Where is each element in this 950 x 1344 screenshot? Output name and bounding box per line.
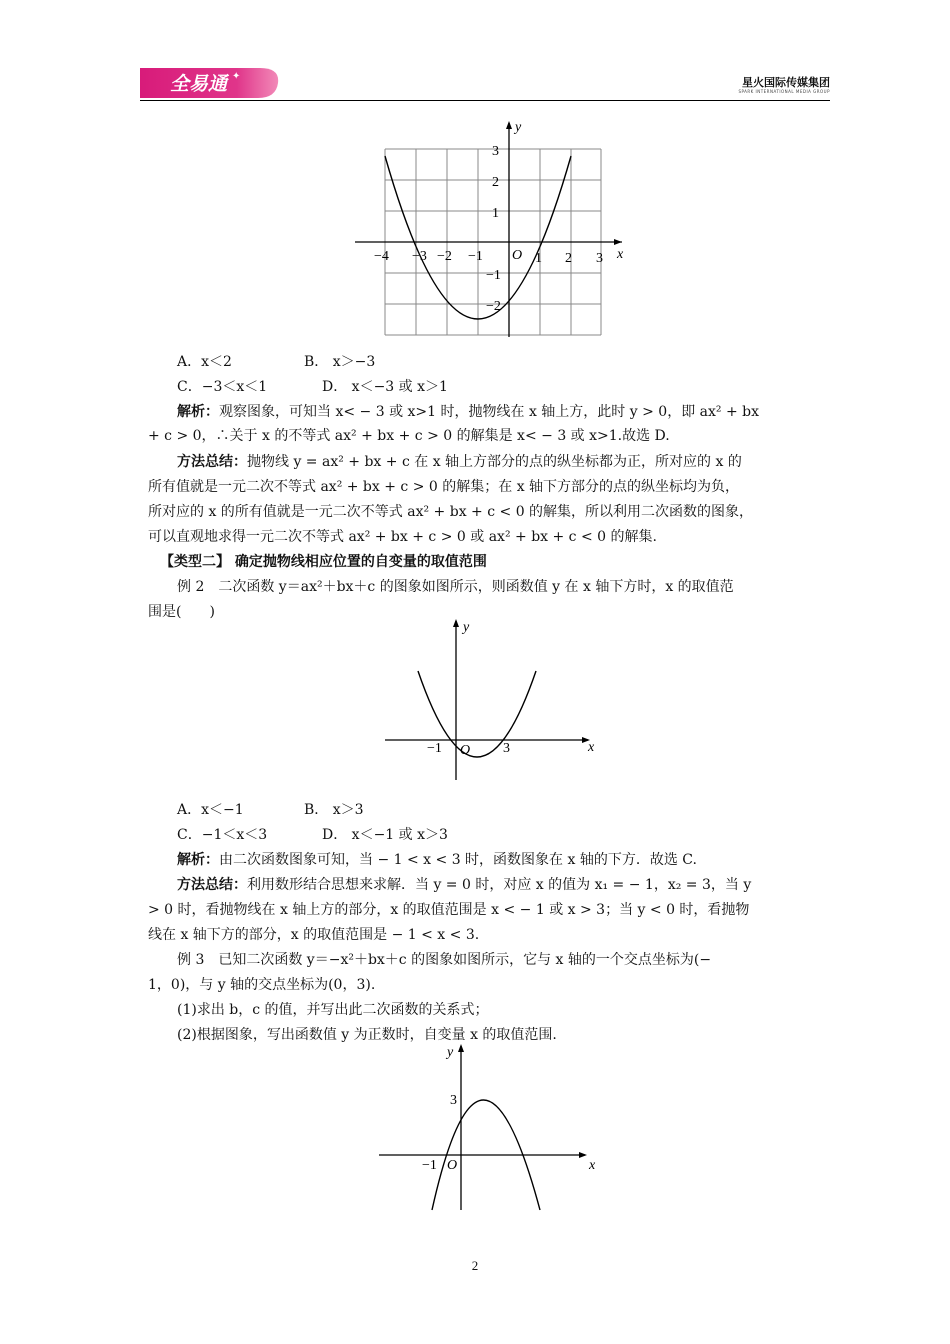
fig1-x-tick: −1: [468, 249, 483, 264]
page-number: 2: [471, 1258, 479, 1273]
fig1-x-tick: 1: [535, 251, 542, 266]
fig1-x-tick: 2: [565, 251, 572, 266]
logo-text: 全易通: [170, 73, 228, 95]
fig3-x-label: x: [589, 1158, 596, 1173]
fig1-x-tick: −2: [437, 249, 452, 264]
figure-2-graph: [380, 615, 600, 780]
q2-option-a: A．x＜−1: [177, 802, 244, 818]
ex2-line-1: 例 2 二次函数 y＝ax²＋bx＋c 的图象如图所示，则函数值 y 在 x 轴下方时，x 的取值范: [177, 579, 734, 595]
fig1-x-tick: −3: [412, 249, 427, 264]
q2-option-d: D． x＜−1 或 x＞3: [322, 827, 448, 843]
q1-analysis-line-2: + c > 0，∴关于 x 的不等式 ax² + bx + c > 0 的解集是 x< − 3 或 x>1.故选 D.: [148, 428, 670, 444]
fig1-origin: O: [512, 248, 523, 263]
figure-1-graph: [350, 115, 640, 345]
fig3-y-intercept: 3: [450, 1093, 457, 1108]
fig1-y-tick: −1: [486, 268, 501, 283]
publisher-name-en: SPARK INTERNATIONAL MEDIA GROUP: [738, 89, 830, 94]
fig1-x-label: x: [617, 247, 624, 262]
fig1-y-tick: 2: [492, 175, 499, 190]
fig1-y-tick: 3: [492, 144, 499, 159]
ex3-line-1: 例 3 已知二次函数 y＝−x²＋bx＋c 的图象如图所示，它与 x 轴的一个交点坐标为(−: [177, 952, 712, 968]
fig2-x-label: x: [588, 740, 595, 755]
q2-summary-line-2: > 0 时，看抛物线在 x 轴上方的部分，x 的取值范围是 x < − 1 或 x > 3；当 y < 0 时，看抛物: [148, 902, 750, 918]
q2-option-c: C．−1＜x＜3: [177, 827, 268, 843]
q1-option-d: D． x＜−3 或 x＞1: [322, 379, 448, 395]
q1-summary-line-2: 所有值就是一元二次不等式 ax² + bx + c > 0 的解集；在 x 轴下方部分的点的纵坐标均为负，: [148, 479, 740, 495]
fig1-y-tick: 1: [492, 206, 499, 221]
q1-summary-line-1: 方法总结：抛物线 y = ax² + bx + c 在 x 轴上方部分的点的纵坐标都为正，所对应的 x 的: [177, 454, 742, 470]
q1-summary-line-3: 所对应的 x 的所有值就是一元二次不等式 ax² + bx + c < 0 的解集，所以利用二次函数的图象，: [148, 504, 754, 520]
fig1-x-tick: 3: [596, 251, 603, 266]
q2-summary-line-3: 线在 x 轴下方的部分，x 的取值范围是 − 1 < x < 3.: [148, 927, 480, 943]
fig1-x-tick: −4: [374, 249, 389, 264]
fig2-right-root: 3: [503, 741, 510, 756]
q1-summary-line-4: 可以直观地求得一元二次不等式 ax² + bx + c > 0 或 ax² + bx + c < 0 的解集.: [148, 529, 657, 545]
q1-analysis-line-1: 解析：观察图象，可知当 x< − 3 或 x>1 时，抛物线在 x 轴上方，此时 y > 0，即 ax² + bx: [177, 404, 759, 420]
ex3-line-2: 1，0)，与 y 轴的交点坐标为(0，3).: [148, 977, 376, 993]
fig3-origin: O: [447, 1158, 458, 1173]
publisher-name: 星火国际传媒集团: [742, 76, 830, 89]
fig2-left-root: −1: [427, 741, 442, 756]
header-rule: [140, 100, 830, 101]
fig1-y-tick: −2: [486, 299, 501, 314]
q2-analysis: 解析：由二次函数图象可知，当 − 1 < x < 3 时，函数图象在 x 轴的下方．故选 C.: [177, 852, 697, 868]
q2-option-b: B． x＞3: [304, 802, 364, 818]
ex2-line-2: 围是( ): [148, 604, 215, 620]
figure-3-graph: [375, 1040, 605, 1215]
section-heading-type2: 【类型二】 确定抛物线相应位置的自变量的取值范围: [160, 554, 487, 570]
fig3-y-label: y: [447, 1045, 454, 1060]
fig2-y-label: y: [463, 620, 470, 635]
fig2-origin: O: [460, 743, 471, 758]
ex3-line-4: (2)根据图象，写出函数值 y 为正数时，自变量 x 的取值范围.: [177, 1027, 557, 1043]
svg-text:✦: ✦: [232, 71, 241, 82]
brand-logo: [140, 66, 280, 100]
fig3-left-root: −1: [422, 1158, 437, 1173]
q1-option-a: A．x＜2: [177, 354, 232, 370]
q2-summary-line-1: 方法总结：利用数形结合思想来求解．当 y = 0 时，对应 x 的值为 x₁ = − 1，x₂ = 3，当 y: [177, 877, 752, 893]
fig1-y-label: y: [515, 120, 522, 135]
ex3-line-3: (1)求出 b，c 的值，并写出此二次函数的关系式；: [177, 1002, 489, 1018]
q1-option-b: B． x＞−3: [304, 354, 376, 370]
q1-option-c: C．−3＜x＜1: [177, 379, 268, 395]
